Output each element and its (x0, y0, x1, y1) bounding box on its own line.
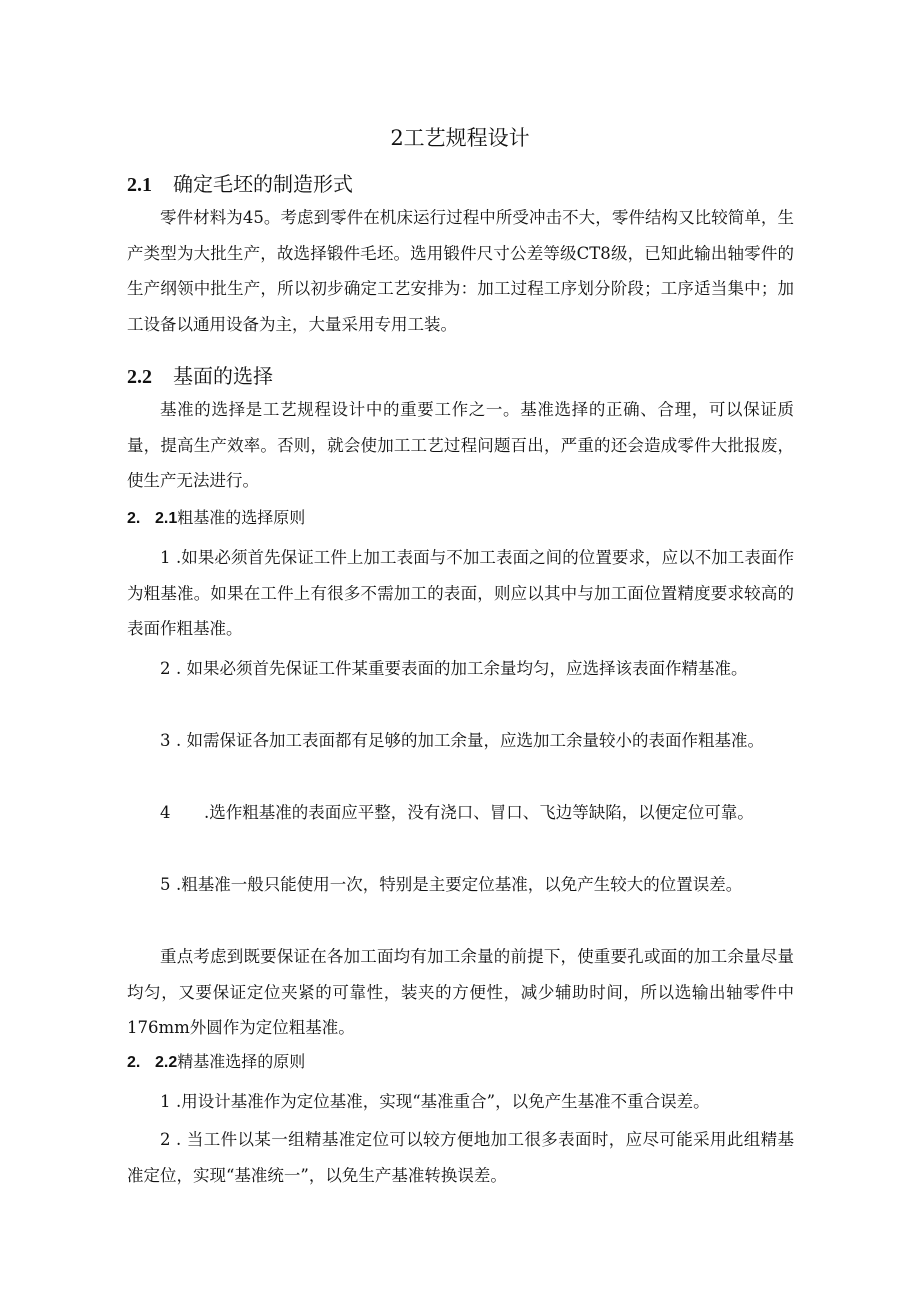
list-item (127, 1122, 794, 1193)
list-item-text: .如果必须首先保证工件上加工表面与不加工表面之间的位置要求，应以不加工表面作为粗基准。如果在工件上有很多不需加工的表面，则应以其中与加工面位置精度要求较高的表面作粗基准。 (127, 548, 794, 638)
list-item-number: 2 (160, 659, 171, 678)
subsection-2-2-2-heading (127, 1047, 305, 1078)
list-item (127, 867, 794, 903)
list-item-number: 4 (160, 803, 171, 822)
subsection-number-prefix: 2. (127, 510, 141, 527)
subsection-title: 粗基准的选择原则 (177, 508, 306, 527)
list-item (127, 723, 794, 759)
list-item-text: . 当工件以某一组精基准定位可以较方便地加工很多表面时，应尽可能采用此组精基准定位，实现“基准统一”，以免生产基准转换误差。 (127, 1130, 794, 1185)
subsection-2-2-1-heading (127, 503, 305, 534)
list-item-text: . 如果必须首先保证工件某重要表面的加工余量均匀，应选择该表面作精基准。 (176, 659, 748, 678)
chapter-title: 2工艺规程设计 (390, 126, 530, 150)
list-item-text: .粗基准一般只能使用一次，特别是主要定位基准，以免产生较大的位置误差。 (176, 875, 743, 894)
list-item (127, 795, 794, 831)
section-number: 2.2 (127, 366, 152, 388)
list-item-number: 1 (160, 1092, 171, 1111)
section-2-2-paragraph: 基准的选择是工艺规程设计中的重要工作之一。基准选择的正确、合理，可以保证质量，提高生产效率。否则，就会使加工工艺过程问题百出，严重的还会造成零件大批报废，使生产无法进行。 (127, 400, 794, 490)
section-2-1-heading (127, 169, 353, 200)
list-item (127, 1084, 794, 1120)
list-item (127, 540, 794, 647)
subsection-number: 2.1 (155, 510, 178, 527)
section-2-2-heading (127, 361, 273, 392)
subsection-number-prefix: 2. (127, 1054, 141, 1071)
list-item-number: 3 (160, 731, 171, 750)
section-title: 确定毛坯的制造形式 (173, 172, 353, 196)
subsection-2-2-1-summary: 重点考虑到既要保证在各加工面均有加工余量的前提下，使重要孔或面的加工余量尽量均匀，又要保证定位夹紧的可靠性，装夹的方便性，减少辅助时间，所以选输出轴零件中176mm外圆作为定位粗基准。 (127, 947, 794, 1037)
list-item-text: .用设计基准作为定位基准，实现“基准重合”，以免产生基准不重合误差。 (176, 1092, 710, 1111)
section-number: 2.1 (127, 174, 152, 196)
list-item-text: . 如需保证各加工表面都有足够的加工余量，应选加工余量较小的表面作粗基准。 (176, 731, 764, 750)
list-item (127, 651, 794, 687)
list-item-text: .选作粗基准的表面应平整，没有浇口、冒口、飞边等缺陷，以便定位可靠。 (204, 803, 754, 822)
subsection-title: 精基准选择的原则 (177, 1052, 306, 1071)
section-2-1-paragraph: 零件材料为45。考虑到零件在机床运行过程中所受冲击不大，零件结构又比较简单，生产类型为大批生产，故选择锻件毛坯。选用锻件尺寸公差等级CT8级，已知此输出轴零件的生产纲领中批生产，所以初步确定工艺安排为：加工过程工序划分阶段；工序适当集中；加工设备以通用设备为主，大量采用专用工装。 (127, 208, 794, 334)
subsection-number: 2.2 (155, 1054, 178, 1071)
list-item-number: 2 (160, 1130, 171, 1149)
list-item-number: 1 (160, 548, 171, 567)
section-title: 基面的选择 (173, 364, 273, 388)
list-item-number: 5 (160, 875, 171, 894)
